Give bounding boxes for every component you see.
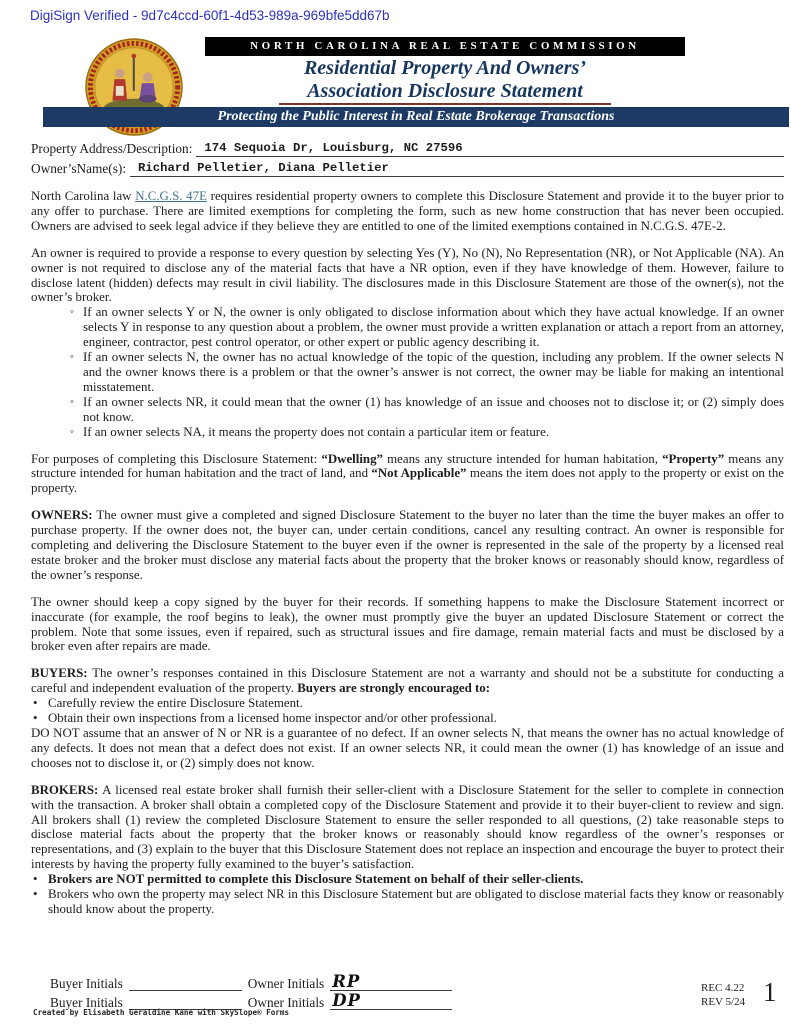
brokers-bullet-list xyxy=(31,872,784,917)
text-run: Brokers who own the property may select NR in this Disclosure Statement but are obligated to disclose material facts they know or reasonably should know about the property. xyxy=(48,887,785,916)
text-run: The owner’s responses contained in this Disclosure Statement are not a warranty and should not be a substitute for conducting a careful and independent evaluation of the property. xyxy=(31,666,784,696)
text-run: The owner must give a completed and signed Disclosure Statement to the buyer no later than the time the buyer makes an offer to purchase property. If the owner does not, the buyer can, under certain conditions, cancel any resulting contract. An owner is responsible for completing and delivering the Disclosure Statement to the buyer even if the owner is represented in the sale of the property by a licensed real estate broker and the broker must disclose any material facts about the property that the broker knows or reasonably should know, regardless of the owner’s response. xyxy=(31,508,784,582)
definitions-paragraph xyxy=(31,452,784,497)
owner-initials-field-1[interactable] xyxy=(330,973,452,991)
answer-option-bullet-list xyxy=(31,305,784,439)
list-item: • Carefully review the entire Disclosure Statement. xyxy=(31,696,784,711)
text-run: Buyers are strongly encouraged to: xyxy=(297,681,491,696)
document-body xyxy=(31,139,784,917)
list-item: • Obtain their own inspections from a licensed home inspector and/or other professional. xyxy=(31,711,784,726)
document-title-line1: Residential Property And Owners’ xyxy=(303,57,587,79)
list-item xyxy=(31,887,784,917)
owners-paragraph xyxy=(31,508,784,583)
statute-link[interactable]: N.C.G.S. 47E xyxy=(135,189,207,203)
buyer-initials-field-1[interactable] xyxy=(129,976,242,991)
initials-block xyxy=(50,973,470,1011)
initials-row-1 xyxy=(50,973,470,992)
commission-name-banner: NORTH CAROLINA REAL ESTATE COMMISSION xyxy=(205,37,685,56)
intro-response-paragraph: An owner is required to provide a response to every question by selecting Yes (Y), No (N), No Representation (NR), or Not Applicable (NA). An owner is not required to disclose any of the material facts that have a NR option, even if they have knowledge of them. However, failure to disclose latent (hidden) defects may result in civil liability. The disclosures made in this Disclosure Statement are those of the owner(s), not the owner’s broker. xyxy=(31,245,784,305)
text-run: means any structure intended for human habitation and the tract of land, and xyxy=(31,451,784,481)
list-item: ◦ If an owner selects NR, it could mean that the owner (1) has knowledge of an issue and chooses not to disclose it; or (2) simply does not know. xyxy=(83,395,784,425)
list-item xyxy=(31,872,784,887)
text-run: “Dwelling” xyxy=(321,451,383,466)
owner-initials-signature: RP xyxy=(332,972,361,991)
brokers-paragraph xyxy=(31,783,784,872)
text-run: means any structure intended for human habitation, xyxy=(382,451,663,466)
list-item: ◦ If an owner selects Y or N, the owner is only obligated to disclose information about which they have actual knowledge. If an owner selects Y in response to any question about a problem, the owner must provide a written explanation or attach a report from an attorney, engineer, contractor, pest control operator, or other expert or public agency describing it. xyxy=(83,305,784,350)
tagline-banner: Protecting the Public Interest in Real Estate Brokerage Transactions xyxy=(43,107,789,127)
buyers-bullet-list xyxy=(31,696,784,726)
title-underline-rule xyxy=(279,103,611,105)
text-run: OWNERS: xyxy=(31,508,93,523)
text-run: BUYERS: xyxy=(31,666,88,681)
text-run: Brokers are NOT permitted to complete this Disclosure Statement on behalf of their seller-clients. xyxy=(48,872,584,887)
owner-initials-signature: DP xyxy=(332,991,361,1010)
buyer-initials-label: Buyer Initials xyxy=(50,976,123,991)
owner-initials-field-2[interactable] xyxy=(330,992,452,1010)
document-title-line2: Association Disclosure Statement xyxy=(307,80,583,102)
text-run: For purposes of completing this Disclosure Statement: xyxy=(31,451,322,466)
owner-initials-label: Owner Initials xyxy=(247,976,325,991)
list-item: ◦ If an owner selects N, the owner has no actual knowledge of the topic of the question, including any problem. If the owner selects N and the owner knows there is a problem or that the owner’s answer is not correct, the owner may be liable for making an intentional misstatement. xyxy=(83,350,784,395)
property-address-field[interactable]: 174 Sequoia Dr, Louisburg, NC 27596 xyxy=(196,140,784,157)
buyers-paragraph xyxy=(31,666,784,696)
intro-law-paragraph xyxy=(31,189,784,234)
owner-initials-label: Owner Initials xyxy=(247,995,325,1010)
owners-name-label: Owner’sName(s): xyxy=(31,161,127,177)
owners-copy-paragraph: The owner should keep a copy signed by the buyer for their records. If something happens to make the Disclosure Statement incorrect or inaccurate (for example, the roof begins to leak), the owner must promptly give the buyer an updated Disclosure Statement or correct the problem. Note that some issues, even if repaired, such as structural issues and fire damage, remain material facts and must be disclosed by a broker even after repairs are made. xyxy=(31,594,784,654)
rec-number: REC 4.22 xyxy=(701,982,745,994)
list-item: ◦ If an owner selects NA, it means the property does not contain a particular item or feature. xyxy=(83,425,784,440)
property-address-label: Property Address/Description: xyxy=(31,141,193,157)
owners-name-field[interactable]: Richard Pelletier, Diana Pelletier xyxy=(130,160,784,177)
text-run: “Property” xyxy=(662,451,725,466)
buyers-donot-paragraph: DO NOT assume that an answer of N or NR is a guarantee of no defect. If an owner selects N, that means the owner has no actual knowledge of any defects. It does not mean that a defect does not exist. If an owner selects NR, it could mean the owner (1) has knowledge of an issue and chooses not to disclose it, or (2) simply does not know. xyxy=(31,726,784,770)
buyer-initials-label: Buyer Initials xyxy=(50,995,123,1010)
form-revision-block xyxy=(701,981,745,1009)
text-run: A licensed real estate broker shall furnish their seller-client with a Disclosure Statement for the seller to complete in connection with the transaction. A broker shall obtain a completed copy of the Disclosure Statement and provide it to their buyer-client to review and sign. All brokers shall (1) review the completed Disclosure Statement to ensure the seller responded to all questions, (2) take reasonable steps to disclose material facts about the property that the broker knows or reasonably should know regardless of the owner’s responses or representations, and (3) explain to the buyer that this Disclosure Statement does not replace an inspection and encourage the buyer to protect their interests by having the property fully examined to the buyer’s satisfaction. xyxy=(31,782,784,872)
text-run: means the item does not apply to the property or exist on the property. xyxy=(31,466,784,496)
owners-name-row xyxy=(31,159,784,177)
text-run: North Carolina law xyxy=(31,189,136,203)
property-address-row xyxy=(31,139,784,157)
digisign-verified-text: DigiSign Verified - 9d7c4ccd-60f1-4d53-989a-969bfe5dd67b xyxy=(30,8,390,23)
text-run: requires residential property owners to complete this Disclosure Statement and provide it to the buyer prior to any offer to purchase. There are limited exemptions for completing the form, such as new home construction that has never been occupied. Owners are advised to seek legal advice if they believe they are entitled to one of the limited exemptions contained in N.C.G.S. 47E-2. xyxy=(31,189,784,233)
text-run: “Not Applicable” xyxy=(371,466,467,481)
rev-number: REV 5/24 xyxy=(701,996,746,1008)
page-number: 1 xyxy=(763,977,777,1007)
created-by-note: Created by Elisabeth Geraldine Kane with SkySlope® Forms xyxy=(33,1008,290,1017)
text-run: BROKERS: xyxy=(31,782,99,797)
